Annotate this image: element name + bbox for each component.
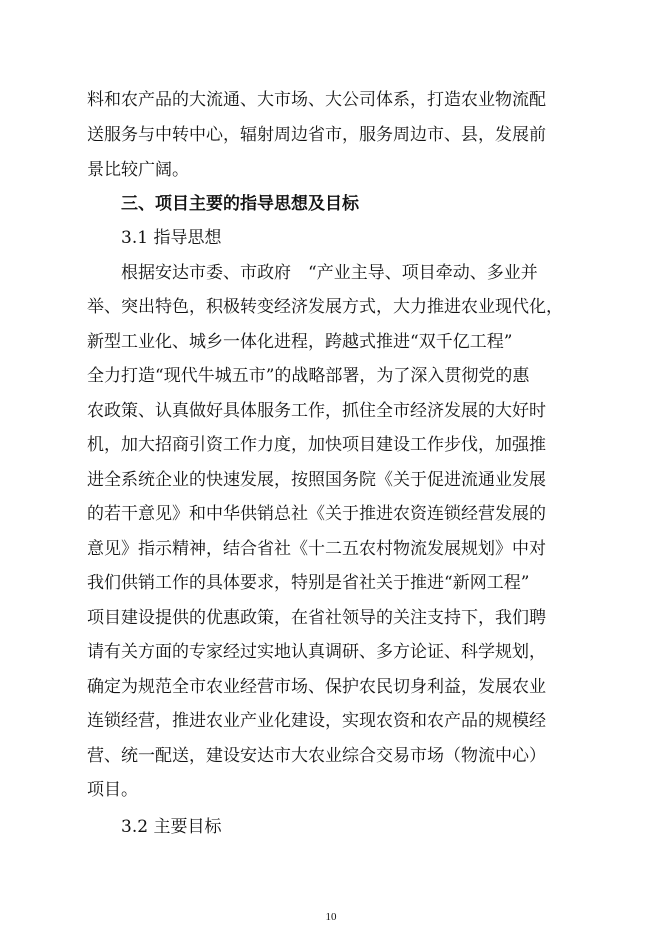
paragraph-line-3: 新型工业化、城乡一体化进程，跨越式推进“双千亿工程” (87, 332, 513, 352)
paragraph-line-15: 营、统一配送，建设安达市大农业综合交易市场（物流中心） (87, 746, 546, 766)
section-heading: 三、项目主要的指导思想及目标 (121, 194, 359, 214)
paragraph-line-6: 机，加大招商引资工作力度，加快项目建设工作步伐，加强推 (87, 435, 546, 455)
paragraph-line-10: 我们供销工作的具体要求，特别是省社关于推进“新网工程” (87, 573, 530, 593)
subsection-1-title: 3.1 指导思想 (121, 228, 222, 248)
paragraph-line-7: 进全系统企业的快速发展，按照国务院《关于促进流通业发展 (87, 470, 546, 490)
intro-line-2: 送服务与中转中心，辐射周边省市，服务周边市、县，发展前 (87, 125, 546, 145)
intro-line-3: 景比较广阔。 (87, 160, 189, 180)
paragraph-line-14: 连锁经营，推进农业产业化建设，实现农资和农产品的规模经 (87, 711, 546, 731)
page-number: 10 (325, 911, 337, 923)
paragraph-line-8: 的若干意见》和中华供销总社《关于推进农资连锁经营发展的 (87, 504, 546, 524)
paragraph-line-13: 确定为规范全市农业经营市场、保护农民切身利益，发展农业 (87, 677, 546, 697)
paragraph-line-4: 全力打造“现代牛城五市”的战略部署，为了深入贯彻党的惠 (87, 366, 530, 386)
paragraph-line-11: 项目建设提供的优惠政策，在省社领导的关注支持下，我们聘 (87, 608, 546, 628)
paragraph-line-2: 举、突出特色，积极转变经济发展方式，大力推进农业现代化， (87, 297, 563, 317)
intro-line-1: 料和农产品的大流通、大市场、大公司体系，打造农业物流配 (87, 90, 546, 110)
subsection-2-title: 3.2 主要目标 (121, 817, 222, 837)
paragraph-line-5: 农政策、认真做好具体服务工作，抓住全市经济发展的大好时 (87, 401, 546, 421)
paragraph-line-12: 请有关方面的专家经过实地认真调研、多方论证、科学规划， (87, 642, 546, 662)
paragraph-line-9: 意见》指示精神，结合省社《十二五农村物流发展规划》中对 (87, 539, 546, 559)
paragraph-line-16: 项目。 (87, 780, 138, 800)
paragraph-line-1: 根据安达市委、市政府 “产业主导、项目牵动、多业并 (121, 263, 538, 283)
